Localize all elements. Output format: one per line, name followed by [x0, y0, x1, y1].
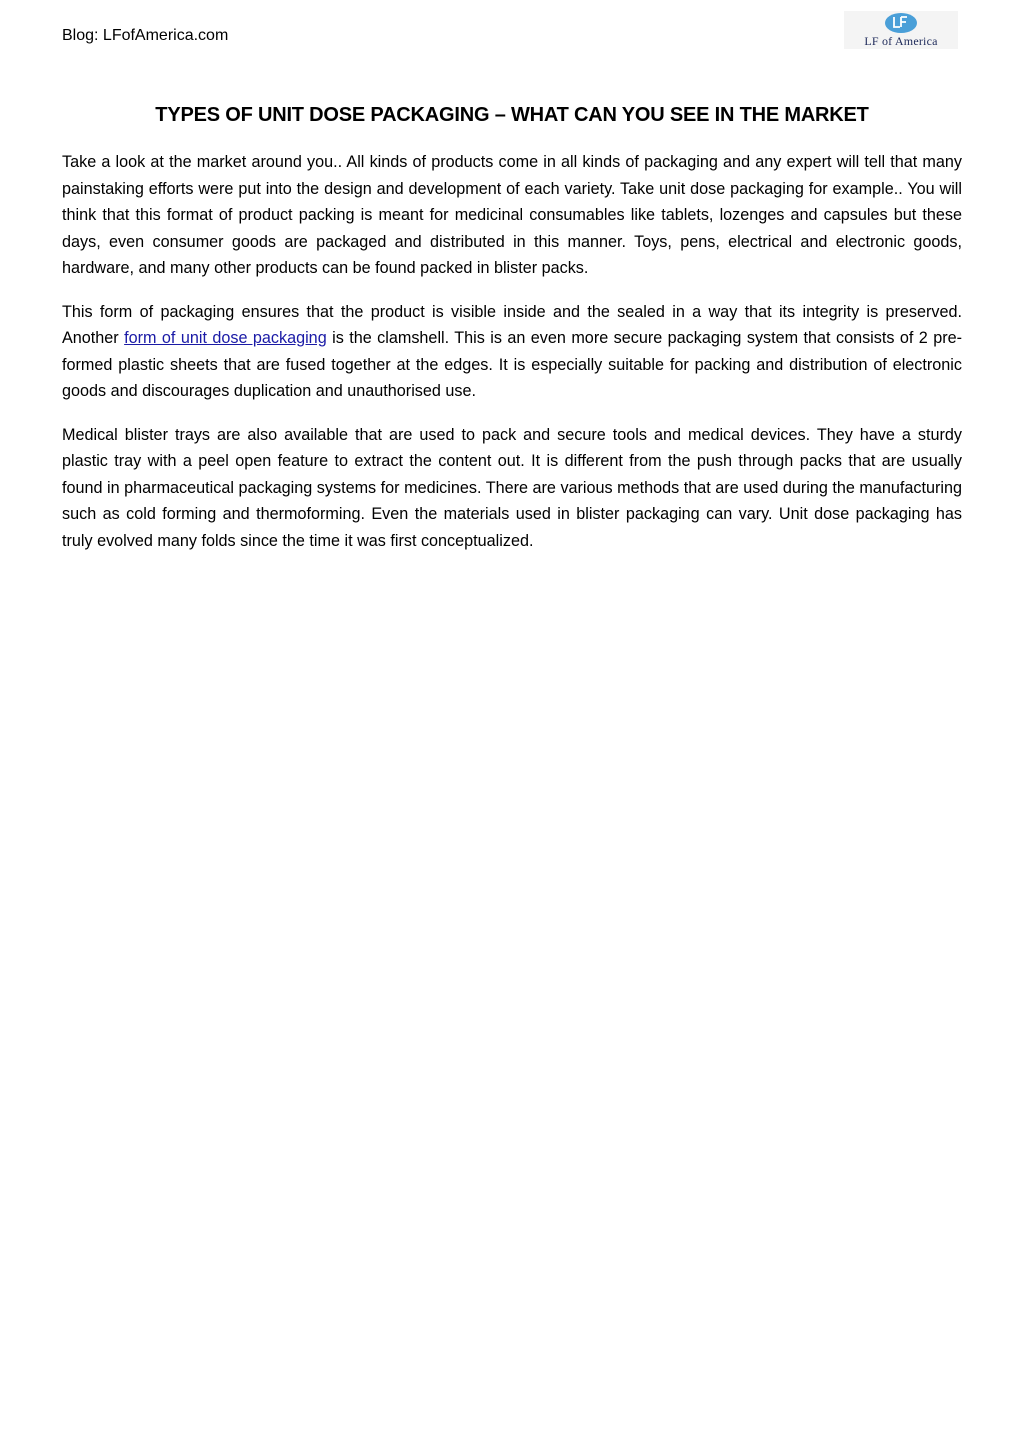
unit-dose-packaging-link[interactable]: form of unit dose packaging [124, 329, 327, 347]
paragraph-2 [62, 299, 962, 405]
blog-header-label: Blog: LFofAmerica.com [62, 27, 229, 44]
logo-text: LF of America [864, 34, 938, 48]
paragraph-3: Medical blister trays are also available that are used to pack and secure tools and medical devices. They have a sturdy plastic tray with a peel open feature to extract the content out. It is different from the push through packs that are usually found in pharmaceutical packaging systems for medicines. There are various methods that are used during the manufacturing such as cold forming and thermoforming. Even the materials used in blister packaging can vary. Unit dose packaging has truly evolved many folds since the time it was first conceptualized. [62, 425, 962, 550]
document-body [62, 149, 962, 571]
paragraph-2-text-before: This form of packaging ensures that the product is visible inside and the sealed in a way that its integrity is preserved. Another [62, 302, 962, 347]
paragraph-1: Take a look at the market around you.. All kinds of products come in all kinds of packaging and any expert will tell that many painstaking efforts were put into the design and development of each variety. Take unit dose packaging for example.. You will think that this format of product packing is meant for medicinal consumables like tablets, lozenges and capsules but these days, even consumer goods are packaged and distributed in this manner. Toys, pens, electrical and electronic goods, hardware, and many other products can be found packed in blister packs. [62, 153, 962, 277]
company-logo [844, 11, 958, 49]
paragraph-2-text-after: is the clamshell. This is an even more secure packaging system that consists of 2 pre-formed plastic sheets that are fused together at the edges. It is especially suitable for packing and distribution of electronic goods and discourages duplication and unauthorised use. [62, 329, 963, 400]
document-title: TYPES OF UNIT DOSE PACKAGING – WHAT CAN YOU SEE IN THE MARKET [155, 104, 869, 126]
